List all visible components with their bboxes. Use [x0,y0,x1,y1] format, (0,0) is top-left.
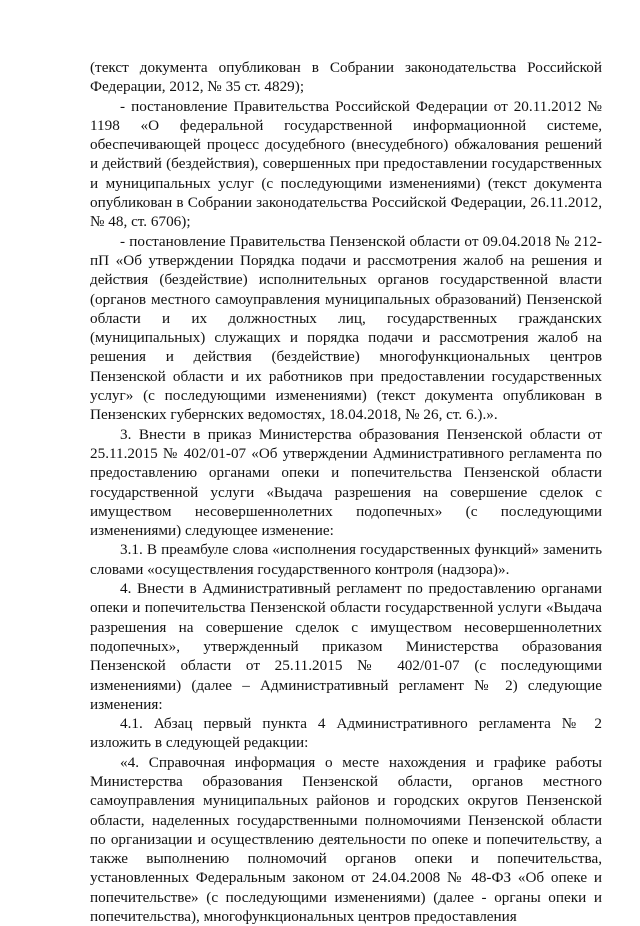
paragraph-item-3-1: 3.1. В преамбуле слова «исполнения государственных функций» заменить словами «осуществления государственного контроля (надзора)». [90,541,602,578]
paragraph-item-4-1: 4.1. Абзац первый пункта 4 Административного регламента № 2 изложить в следующей редакции: [90,715,602,752]
document-page [90,58,602,926]
paragraph-item-3: 3. Внести в приказ Министерства образования Пензенской области от 25.11.2015 № 402/01-07 «Об утверждении Административного регламента по предоставлению органами опеки и попечительства Пензенской области государственной услуги «Выдача разрешения на совершение сделок с имуществом несовершеннолетних подопечных» (с последующими изменениями) следующее изменение: [90,425,602,540]
paragraph-publication-note: (текст документа опубликован в Собрании законодательства Российской Федерации, 2012, № 35 ст. 4829); [90,59,602,96]
paragraph-penza-decree-212: - постановление Правительства Пензенской области от 09.04.2018 № 212-пП «Об утверждении Порядка подачи и рассмотрения жалоб на решения и действия (бездействие) исполнительных органов государственной власти (органов местного самоуправления муниципальных образований) Пензенской области и их должностных лиц, государственных гражданских (муниципальных) служащих и порядка подачи и рассмотрения жалоб на решения и действия (бездействие) многофункциональных центров Пензенской области и их работников при предоставлении государственных услуг» (с последующими изменениями) (текст документа опубликован в Пензенских губернских ведомостях, 18.04.2018, № 26, ст. 6.).». [90,232,602,424]
paragraph-government-decree-1198: - постановление Правительства Российской Федерации от 20.11.2012 № 1198 «О федеральной государственной информационной системе, обеспечивающей процесс досудебного (внесудебного) обжалования решений и действий (бездействия), совершенных при предоставлении государственных и муниципальных услуг (с последующими изменениями) (текст документа опубликован в Собрании законодательства Российской Федерации, 26.11.2012, № 48, ст. 6706); [90,97,602,231]
paragraph-quote-item-4: «4. Справочная информация о месте нахождения и графике работы Министерства образования Пензенской области, органов местного самоуправления муниципальных районов и городских округов Пензенской области, наделенных государственными полномочиями Пензенской области по организации и осуществлению деятельности по опеке и попечительству, а также выполнению полномочий органов опеки и попечительства, установленных Федеральным законом от 24.04.2008 № 48-ФЗ «Об опеке и попечительстве» (с последующими изменениями) (далее - органы опеки и попечительства), многофункциональных центров предоставления [90,753,602,926]
paragraph-item-4: 4. Внести в Административный регламент по предоставлению органами опеки и попечительства Пензенской области государственной услуги «Выдача разрешения на совершение сделок с имуществом несовершеннолетних подопечных», утвержденный приказом Министерства образования Пензенской области от 25.11.2015 № 402/01-07 (с последующими изменениями) (далее – Административный регламент № 2) следующие изменения: [90,580,602,713]
